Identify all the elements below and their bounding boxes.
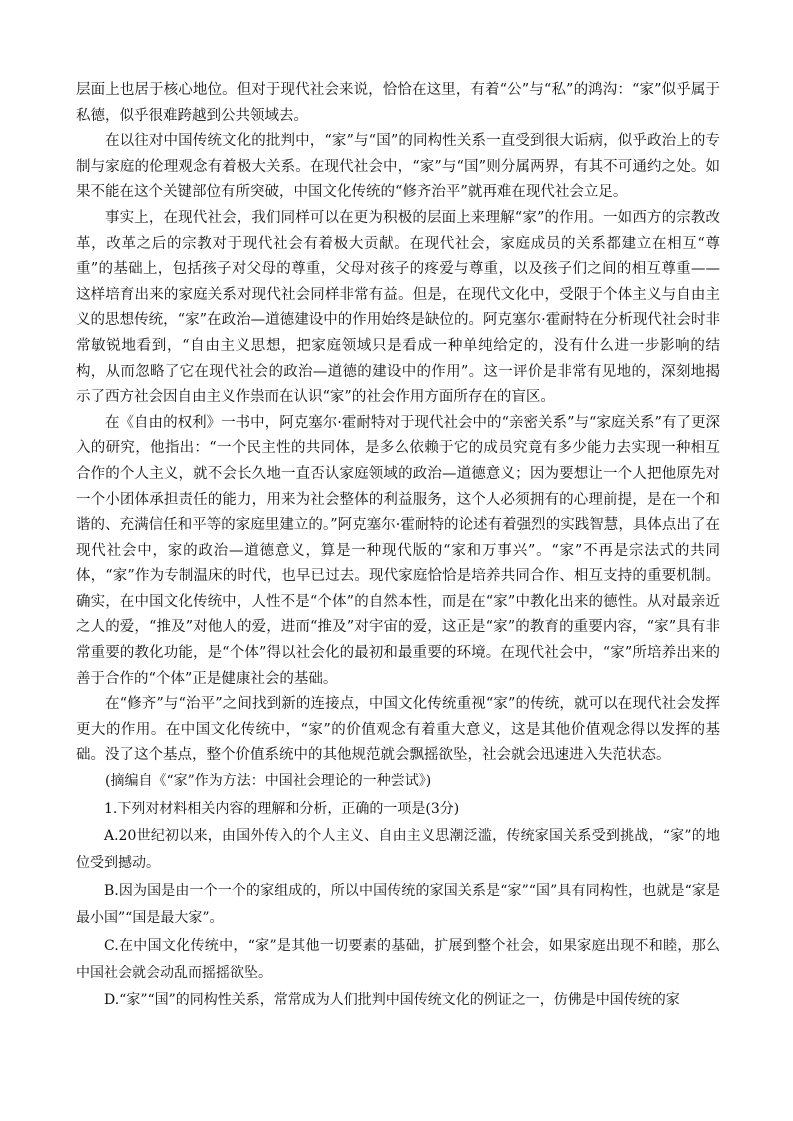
- option-d: D.“家”“国”的同构性关系，常常成为人们批判中国传统文化的例证之一，仿佛是中国传统的家: [104, 992, 680, 1009]
- paragraph-5: 在“修齐”与“治平”之间找到新的连接点，中国文化传统重视“家”的传统，就可以在现代社会发挥更大的作用。在中国文化传统中，“家”的价值观念有着重大意义，这是其他价值观念得以发挥的基础。没了这个基点，整个价值系统中的其他规范就会飘摇欲坠，社会就会迅速进入失范状态。: [76, 696, 720, 764]
- option-a: A.20世纪初以来，由国外传入的个人主义、自由主义思潮泛滥，传统家国关系受到挑战，“家”的地位受到撼动。: [76, 828, 720, 872]
- paragraph-4: 在《自由的权利》一书中，阿克塞尔·霍耐特对于现代社会中的“亲密关系”与“家庭关系”有了更深入的研究，他指出：“一个民主性的共同体，是多么依赖于它的成员究竟有多少能力去实现一种相互合作的个人主义，就不会长久地一直否认家庭领域的政治—道德意义；因为要想让一个人把他原先对一个小团体承担责任的能力，用来为社会整体的利益服务，这个人必须拥有的心理前提，是在一个和谐的、充满信任和平等的家庭里建立的。”阿克塞尔·霍耐特的论述有着强烈的实践智慧，具体点出了在现代社会中，家的政治—道德意义，算是一种现代版的“家和万事兴”。“家”不再是宗法式的共同体，“家”作为专制温床的时代，也早已过去。现代家庭恰恰是培养共同合作、相互支持的重要机制。确实，在中国文化传统中，人性不是“个体”的自然本性，而是在“家”中教化出来的德性。从对最亲近之人的爱，“推及”对他人的爱，进而“推及”对宇宙的爱，这正是“家”的教育的重要内容，“家”具有非常重要的教化功能，是“个体”得以社会化的最初和最重要的环境。在现代社会中，“家”所培养出来的善于合作的“个体”正是健康社会的基础。: [76, 414, 720, 687]
- paragraph-2: 在以往对中国传统文化的批判中，“家”与“国”的同构性关系一直受到很大诟病，似乎政治上的专制与家庭的伦理观念有着极大关系。在现代社会中，“家”与“国”则分属两界，有其不可通约之处。如果不能在这个关键部位有所突破，中国文化传统的“修齐治平”就再难在现代社会立足。: [76, 133, 720, 201]
- paragraph-1: 层面上也居于核心地位。但对于现代社会来说，恰恰在这里，有着“公”与“私”的鸿沟：“家”似乎属于私德，似乎很难跨越到公共领域去。: [76, 82, 720, 124]
- question-stem: 1.下列对材料相关内容的理解和分析，正确的一项是(3分): [104, 800, 460, 817]
- option-c: C.在中国文化传统中，“家”是其他一切要素的基础，扩展到整个社会，如果家庭出现不和睦，那么中国社会就会动乱而摇摇欲坠。: [76, 937, 720, 982]
- exam-page: [76, 78, 720, 1015]
- paragraph-3: 事实上，在现代社会，我们同样可以在更为积极的层面上来理解“家”的作用。一如西方的宗教改革，改革之后的宗教对于现代社会有着极大贡献。在现代社会，家庭成员的关系都建立在相互“尊重”的基础上，包括孩子对父母的尊重，父母对孩子的疼爱与尊重，以及孩子们之间的相互尊重——这样培育出来的家庭关系对现代社会同样非常有益。但是，在现代文化中，受限于个体主义与自由主义的思想传统，“家”在政治—道德建设中的作用始终是缺位的。阿克塞尔·霍耐特在分析现代社会时非常敏锐地看到，“自由主义思想，把家庭领域只是看成一种单纯给定的，没有什么进一步影响的结构，从而忽略了它在现代社会的政治—道德的建设中的作用”。这一评价是非常有见地的，深刻地揭示了西方社会因自由主义作祟而在认识“家”的社会作用方面所存在的盲区。: [76, 209, 720, 406]
- option-b: B.因为国是由一个一个的家组成的，所以中国传统的家国关系是“家”“国”具有同构性，也就是“家是最小国”“国是最大家”。: [76, 882, 720, 927]
- source-citation: (摘编自《“家”作为方法：中国社会理论的一种尝试》): [105, 773, 432, 790]
